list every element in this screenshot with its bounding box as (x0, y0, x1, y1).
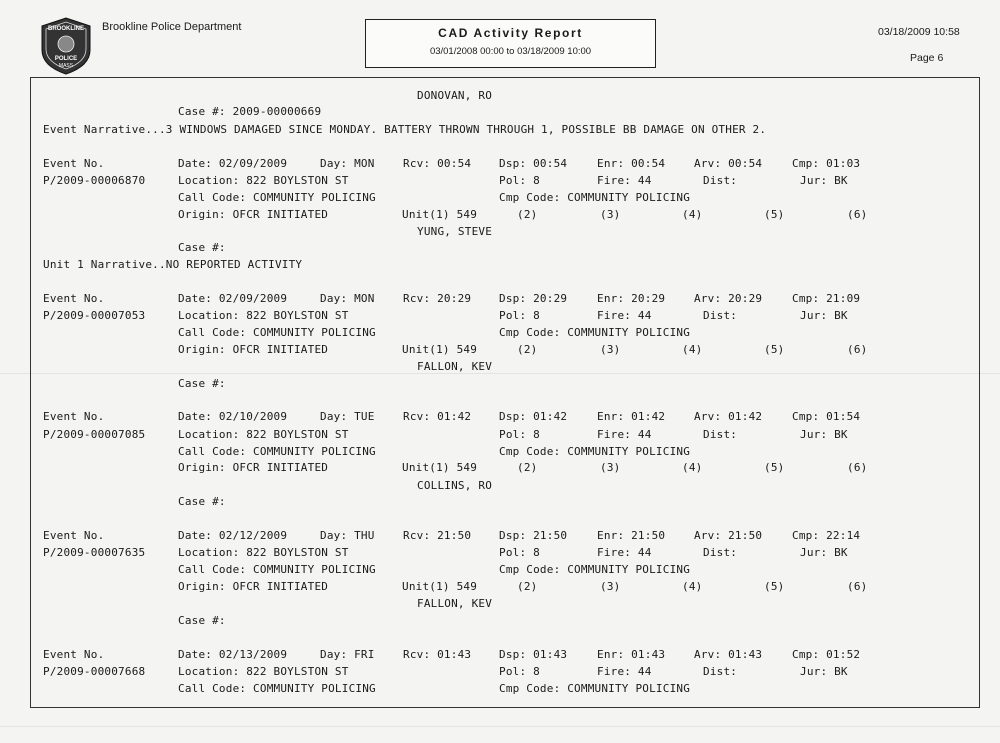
report-line: FALLON, KEV (417, 360, 493, 373)
report-line: Unit(1) 549 (402, 208, 478, 221)
report-line: (5) (764, 343, 785, 356)
report-line: Origin: OFCR INITIATED (178, 208, 329, 221)
report-line: Cmp: 01:52 (792, 648, 861, 661)
report-line: (3) (600, 461, 621, 474)
report-line: Jur: BK (800, 309, 848, 322)
report-line: P/2009-00007635 (43, 546, 146, 559)
report-line: Day: THU (320, 529, 375, 542)
report-line: P/2009-00006870 (43, 174, 146, 187)
police-seal-logo (36, 16, 96, 76)
report-line: Arv: 00:54 (694, 157, 763, 170)
report-line: Pol: 8 (499, 428, 540, 441)
report-line: Cmp Code: COMMUNITY POLICING (499, 445, 691, 458)
report-line: (4) (682, 461, 703, 474)
report-line: Arv: 21:50 (694, 529, 763, 542)
report-line: Event No. (43, 292, 105, 305)
report-line: Date: 02/10/2009 (178, 410, 288, 423)
scan-fold-line (0, 726, 1000, 727)
report-line: (2) (517, 208, 538, 221)
report-line: Dsp: 21:50 (499, 529, 568, 542)
report-line: Location: 822 BOYLSTON ST (178, 665, 349, 678)
report-line: Enr: 01:42 (597, 410, 666, 423)
report-line: DONOVAN, RO (417, 89, 493, 102)
report-line: Cmp: 01:54 (792, 410, 861, 423)
report-line: Location: 822 BOYLSTON ST (178, 174, 349, 187)
report-line: Case #: (178, 241, 226, 254)
report-line: Day: TUE (320, 410, 375, 423)
report-line: Case #: (178, 495, 226, 508)
report-line: Origin: OFCR INITIATED (178, 343, 329, 356)
report-date-range: 03/01/2008 00:00 to 03/18/2009 10:00 (429, 46, 592, 57)
report-line: Cmp: 22:14 (792, 529, 861, 542)
report-line: (6) (847, 208, 868, 221)
report-line: (5) (764, 208, 785, 221)
report-line: Date: 02/12/2009 (178, 529, 288, 542)
report-line: (6) (847, 343, 868, 356)
report-line: Dsp: 00:54 (499, 157, 568, 170)
report-line: Case #: (178, 377, 226, 390)
report-line: Dist: (703, 428, 738, 441)
report-line: Jur: BK (800, 428, 848, 441)
report-line: Unit 1 Narrative..NO REPORTED ACTIVITY (43, 258, 303, 271)
report-line: Rcv: 01:43 (403, 648, 472, 661)
report-line: Date: 02/09/2009 (178, 292, 288, 305)
report-line: Cmp Code: COMMUNITY POLICING (499, 191, 691, 204)
report-line: Location: 822 BOYLSTON ST (178, 309, 349, 322)
report-line: Arv: 01:43 (694, 648, 763, 661)
report-line: Call Code: COMMUNITY POLICING (178, 563, 376, 576)
seal-mid-text: POLICE (54, 56, 78, 62)
report-line: (3) (600, 580, 621, 593)
report-line: Rcv: 01:42 (403, 410, 472, 423)
report-line: Day: FRI (320, 648, 375, 661)
report-line: (6) (847, 461, 868, 474)
report-line: Day: MON (320, 157, 375, 170)
print-datetime: 03/18/2009 10:58 (878, 26, 960, 38)
report-line: (3) (600, 343, 621, 356)
report-line: Unit(1) 549 (402, 461, 478, 474)
report-line: Cmp: 01:03 (792, 157, 861, 170)
report-line: Arv: 20:29 (694, 292, 763, 305)
report-line: FALLON, KEV (417, 597, 493, 610)
report-line: Dist: (703, 665, 738, 678)
report-line: Call Code: COMMUNITY POLICING (178, 445, 376, 458)
report-line: Location: 822 BOYLSTON ST (178, 428, 349, 441)
report-line: Enr: 20:29 (597, 292, 666, 305)
report-line: Date: 02/09/2009 (178, 157, 288, 170)
report-line: Dsp: 20:29 (499, 292, 568, 305)
report-line: Cmp Code: COMMUNITY POLICING (499, 326, 691, 339)
seal-bot-text: MASS (58, 63, 74, 69)
report-line: Event Narrative...3 WINDOWS DAMAGED SINCE MONDAY. BATTERY THROWN THROUGH 1, POSSIBLE BB DAMAGE ON OTHER 2. (43, 123, 767, 136)
report-line: Rcv: 00:54 (403, 157, 472, 170)
report-line: Dsp: 01:42 (499, 410, 568, 423)
report-line: (4) (682, 208, 703, 221)
report-line: Fire: 44 (597, 428, 652, 441)
report-line: Unit(1) 549 (402, 580, 478, 593)
report-line: Jur: BK (800, 174, 848, 187)
report-line: Day: MON (320, 292, 375, 305)
report-line: Enr: 01:43 (597, 648, 666, 661)
department-name: Brookline Police Department (102, 21, 242, 33)
report-line: P/2009-00007085 (43, 428, 146, 441)
report-line: Location: 822 BOYLSTON ST (178, 546, 349, 559)
report-body-frame (30, 77, 980, 708)
report-line: Cmp Code: COMMUNITY POLICING (499, 682, 691, 695)
report-line: (2) (517, 461, 538, 474)
report-line: Unit(1) 549 (402, 343, 478, 356)
seal-top-text: BROOKLINE (48, 26, 84, 32)
report-line: Jur: BK (800, 546, 848, 559)
report-line: Origin: OFCR INITIATED (178, 461, 329, 474)
report-line: Call Code: COMMUNITY POLICING (178, 682, 376, 695)
report-line: Rcv: 20:29 (403, 292, 472, 305)
page-number: Page 6 (910, 52, 944, 64)
report-line: Event No. (43, 410, 105, 423)
report-line: Origin: OFCR INITIATED (178, 580, 329, 593)
report-title-box (365, 19, 656, 68)
report-title: CAD Activity Report (438, 26, 583, 40)
report-line: Pol: 8 (499, 309, 540, 322)
report-line: Case #: (178, 614, 226, 627)
report-line: YUNG, STEVE (417, 225, 493, 238)
report-line: Fire: 44 (597, 546, 652, 559)
report-line: Enr: 21:50 (597, 529, 666, 542)
report-line: Event No. (43, 157, 105, 170)
report-line: P/2009-00007668 (43, 665, 146, 678)
report-line: Dsp: 01:43 (499, 648, 568, 661)
report-line: (3) (600, 208, 621, 221)
report-line: Fire: 44 (597, 309, 652, 322)
report-line: Dist: (703, 174, 738, 187)
report-line: (4) (682, 343, 703, 356)
report-line: (4) (682, 580, 703, 593)
report-line: (5) (764, 580, 785, 593)
report-line: Pol: 8 (499, 174, 540, 187)
report-line: Dist: (703, 309, 738, 322)
report-line: Call Code: COMMUNITY POLICING (178, 191, 376, 204)
report-line: (5) (764, 461, 785, 474)
report-line: (6) (847, 580, 868, 593)
report-line: Dist: (703, 546, 738, 559)
report-line: (2) (517, 343, 538, 356)
report-line: Cmp Code: COMMUNITY POLICING (499, 563, 691, 576)
report-line: Date: 02/13/2009 (178, 648, 288, 661)
report-line: P/2009-00007053 (43, 309, 146, 322)
report-line: Call Code: COMMUNITY POLICING (178, 326, 376, 339)
report-line: Enr: 00:54 (597, 157, 666, 170)
report-line: Case #: 2009-00000669 (178, 105, 322, 118)
report-line: Arv: 01:42 (694, 410, 763, 423)
report-line: (2) (517, 580, 538, 593)
report-line: Jur: BK (800, 665, 848, 678)
report-line: Pol: 8 (499, 546, 540, 559)
report-line: Fire: 44 (597, 174, 652, 187)
report-line: Fire: 44 (597, 665, 652, 678)
report-line: Cmp: 21:09 (792, 292, 861, 305)
report-line: Pol: 8 (499, 665, 540, 678)
report-line: Event No. (43, 648, 105, 661)
report-line: Event No. (43, 529, 105, 542)
report-line: Rcv: 21:50 (403, 529, 472, 542)
report-line: COLLINS, RO (417, 479, 493, 492)
